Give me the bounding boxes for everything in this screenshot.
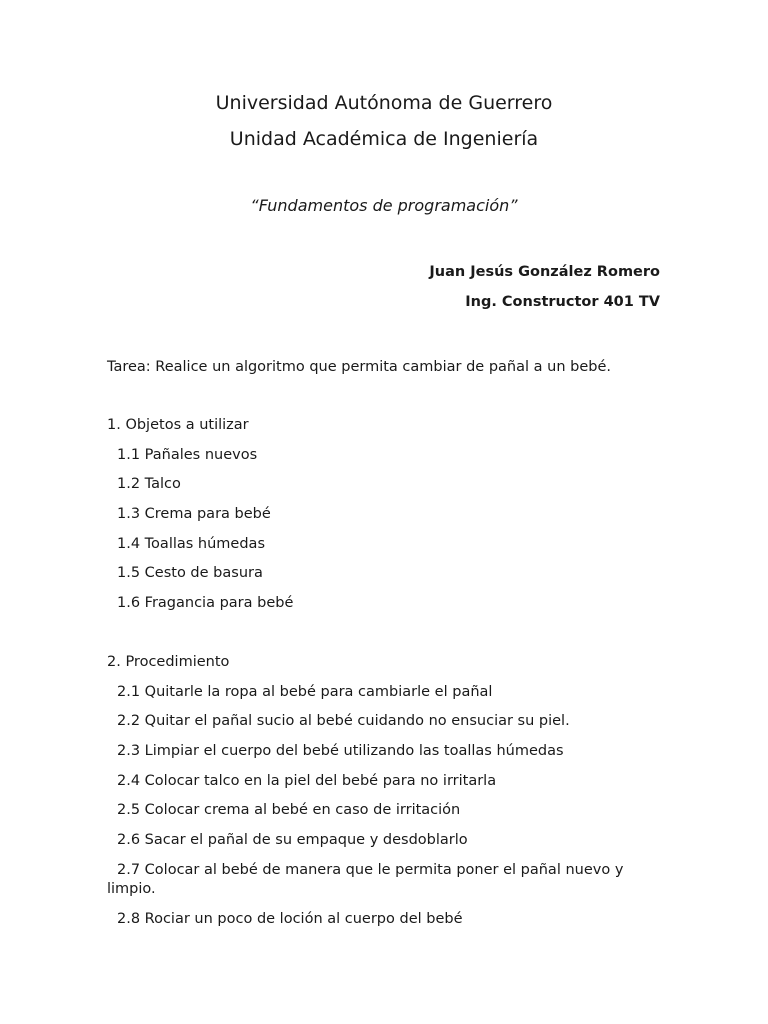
- list-item: 2.4 Colocar talco en la piel del bebé para no irritarla: [117, 773, 497, 789]
- author-name: Juan Jesús González Romero: [429, 264, 660, 280]
- list-item: 2.6 Sacar el pañal de su empaque y desdoblarlo: [117, 832, 468, 848]
- author-group: Ing. Constructor 401 TV: [465, 294, 660, 310]
- list-item: 2.8 Rociar un poco de loción al cuerpo del bebé: [117, 911, 463, 927]
- section-1-title: 1. Objetos a utilizar: [107, 417, 249, 433]
- course-title: “Fundamentos de programación”: [250, 196, 518, 215]
- list-item: 2.1 Quitarle la ropa al bebé para cambiarle el pañal: [117, 684, 493, 700]
- list-item: 1.5 Cesto de basura: [117, 565, 263, 581]
- list-item: 1.3 Crema para bebé: [117, 506, 271, 522]
- unit-title: Unidad Académica de Ingeniería: [229, 128, 539, 150]
- list-item: 2.7 Colocar al bebé de manera que le permita poner el pañal nuevo y limpio.: [107, 862, 624, 897]
- list-item: 2.3 Limpiar el cuerpo del bebé utilizando las toallas húmedas: [117, 743, 564, 759]
- section-2-title: 2. Procedimiento: [107, 654, 230, 670]
- list-item: 1.1 Pañales nuevos: [117, 447, 258, 463]
- list-item: 2.2 Quitar el pañal sucio al bebé cuidando no ensuciar su piel.: [117, 713, 570, 729]
- list-item: 1.4 Toallas húmedas: [117, 536, 265, 552]
- list-item: 1.2 Talco: [117, 476, 181, 492]
- task-statement: Tarea: Realice un algoritmo que permita cambiar de pañal a un bebé.: [107, 359, 611, 375]
- university-title: Universidad Autónoma de Guerrero: [215, 92, 553, 114]
- list-item: 2.5 Colocar crema al bebé en caso de irritación: [117, 802, 461, 818]
- list-item: 1.6 Fragancia para bebé: [117, 595, 294, 611]
